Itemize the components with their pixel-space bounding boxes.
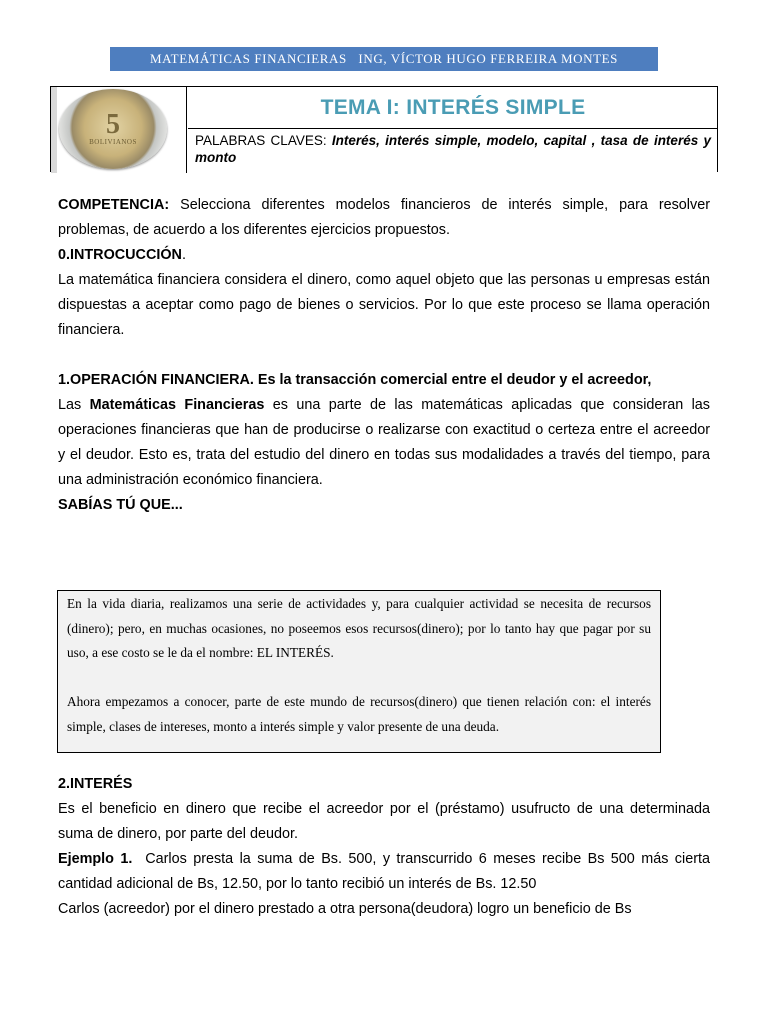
topic-title: TEMA I: INTERÉS SIMPLE [188, 87, 718, 129]
intro-block [58, 193, 710, 518]
interes-definition: Es el beneficio en dinero que recibe el acreedor por el (préstamo) usufructo de una determinada suma de dinero, por parte del deudor. [58, 801, 710, 842]
intro-heading-suffix: . [181, 247, 186, 263]
coin-image [59, 89, 167, 169]
keywords [195, 132, 711, 166]
operacion-heading [58, 368, 710, 393]
interes-block [58, 772, 714, 922]
example-label: Ejemplo 1. [58, 851, 133, 867]
operacion-paragraph [58, 393, 710, 493]
operacion-text-pre: Las [58, 397, 90, 413]
banner-text: MATEMÁTICAS FINANCIERAS ING, VÍCTOR HUGO FERREIRA MONTES [149, 51, 619, 66]
intro-paragraph: La matemática financiera considera el dinero, como aquel objeto que las personas u empresas están dispuestas a aceptar como pago de bienes o servicios. Por lo que este proceso se llama operación financiera. [58, 272, 710, 338]
coin-cell-shade [51, 87, 57, 173]
operacion-heading-text: 1.OPERACIÓN FINANCIERA. Es la transacción comercial entre el deudor y el acreedor, [58, 372, 652, 388]
operacion-text-post: es una parte de las matemáticas aplicadas que consideran las operaciones financieras que han de producirse o realizarse con exactitud o certeza entre el acreedor y el deudor. Esto es, trata del estudio del dinero en todas sus modalidades a través del tiempo, para una administración económico financiera. [58, 397, 711, 488]
tip-paragraph-1: En la vida diaria, realizamos una serie de actividades y, para cualquier actividad se necesita de recursos (dinero); pero, en muchas ocasiones, no poseemos esos recursos(dinero); por lo tanto hay que pagar por su uso, a ese costo se le da el nombre: EL INTERÉS. [67, 596, 651, 660]
intro-heading-line [58, 243, 710, 268]
intro-heading: 0.INTROCUCCIÓN [58, 247, 182, 263]
coin-number: 5 [106, 109, 120, 140]
sabias-heading [58, 493, 710, 518]
example-paragraph [58, 847, 714, 897]
sabias-heading-text: SABÍAS TÚ QUE... [58, 497, 183, 513]
example-text: Carlos presta la suma de Bs. 500, y transcurrido 6 meses recibe Bs 500 más cierta cantidad adicional de Bs, 12.50, por lo tanto recibió un interés de Bs. 12.50 [58, 851, 714, 892]
keywords-value: Interés, interés simple, modelo, capital , tasa de interés y monto [195, 133, 711, 165]
competencia-paragraph [58, 193, 710, 243]
did-you-know-box [57, 590, 661, 753]
course-banner [110, 47, 658, 71]
competencia-label: COMPETENCIA: [58, 197, 170, 213]
topic-header [50, 86, 718, 172]
operacion-text-bold: Matemáticas Financieras [89, 397, 265, 413]
interes-heading-text: 2.INTERÉS [58, 776, 133, 792]
interes-heading [58, 772, 710, 797]
coin-word: BOLIVIANOS [89, 138, 137, 146]
competencia-text: Selecciona diferentes modelos financieros de interés simple, para resolver problemas, de acuerdo a los diferentes ejercicios propuestos. [58, 197, 710, 238]
keywords-label: PALABRAS CLAVES: [195, 133, 327, 148]
tip-paragraph-2: Ahora empezamos a conocer, parte de este mundo de recursos(dinero) que tienen relación con: el interés simple, clases de intereses, monto a interés simple y valor presente de una deuda. [67, 694, 651, 734]
continuation-paragraph: Carlos (acreedor) por el dinero prestado a otra persona(deudora) logro un beneficio de Bs [58, 901, 632, 917]
coin-cell [51, 87, 187, 173]
